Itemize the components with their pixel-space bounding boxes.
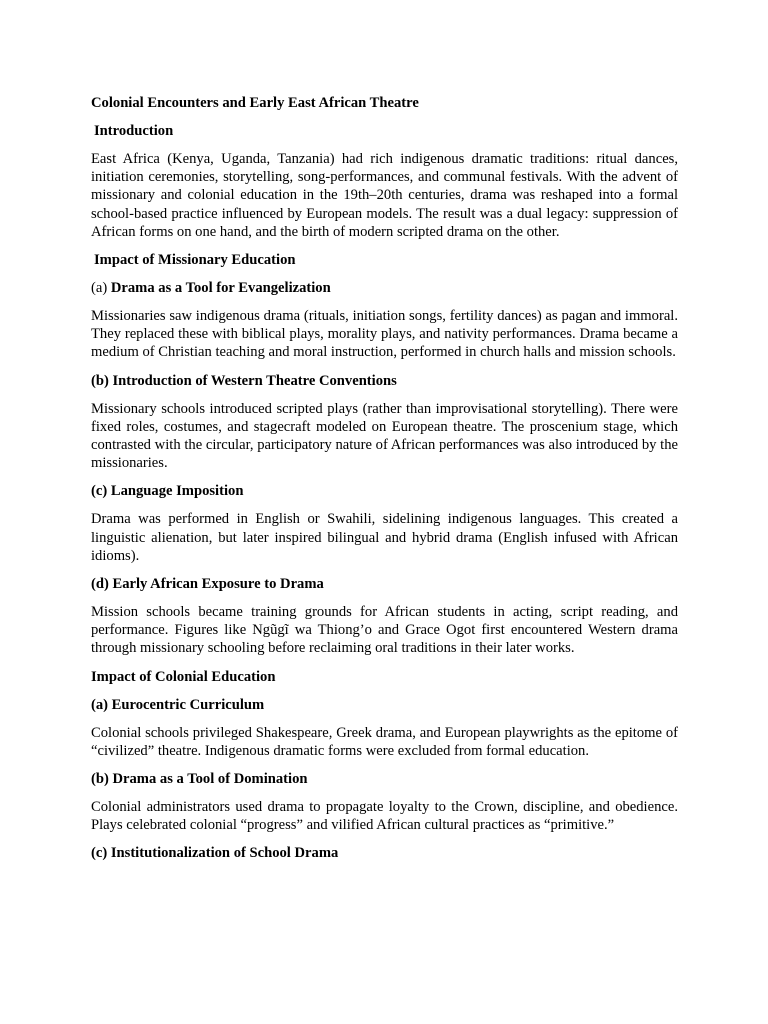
missionary-paragraph-d: Mission schools became training grounds for African students in acting, script reading, and performance. Figures like Ngũgĩ wa Thiong’o and Grace Ogot first encountered Western drama through missionary schooling before reclaiming oral traditions in their later works.: [91, 604, 678, 657]
subheading-a-title: Drama as a Tool for Evangelization: [110, 280, 331, 297]
document-title: Colonial Encounters and Early East African Theatre: [91, 95, 419, 111]
introduction-paragraph: East Africa (Kenya, Uganda, Tanzania) had rich indigenous dramatic traditions: ritual dances, initiation ceremonies, storytelling, song-performances, and communal festivals. With the advent of missionary and colonial education in the 19th–20th centuries, drama was reshaped into a formal school-based practice influenced by European models. The result was a dual legacy: suppression of African forms on one hand, and the birth of modern scripted drama on the other.: [91, 151, 678, 240]
colonial-subheading-b: (b) Drama as a Tool of Domination: [91, 771, 308, 788]
missionary-subheading-b: (b) Introduction of Western Theatre Conventions: [91, 372, 397, 389]
colonial-subheading-c: (c) Institutionalization of School Drama: [91, 845, 339, 862]
missionary-paragraph-b: Missionary schools introduced scripted plays (rather than improvisational storytelling). There were fixed roles, costumes, and stagecraft modeled on European theatre. The proscenium stage, which contrasted with the circular, participatory nature of African performances was also introduced by the missionaries.: [91, 400, 678, 472]
missionary-section-heading: Impact of Missionary Education: [94, 252, 296, 269]
missionary-subheading-c: (c) Language Imposition: [91, 483, 244, 500]
colonial-subheading-a: (a) Eurocentric Curriculum: [91, 696, 265, 713]
missionary-subheading-a: [91, 279, 678, 297]
missionary-paragraph-a: Missionaries saw indigenous drama (rituals, initiation songs, fertility dances) as pagan and immoral. They replaced these with biblical plays, morality plays, and nativity performances. Drama became a medium of Christian teaching and moral instruction, performed in church halls and mission schools.: [91, 308, 678, 361]
missionary-subheading-d: (d) Early African Exposure to Drama: [91, 576, 324, 593]
introduction-heading: Introduction: [94, 123, 174, 139]
subheading-a-prefix: (a): [91, 280, 111, 297]
colonial-paragraph-b: Colonial administrators used drama to propagate loyalty to the Crown, discipline, and obedience. Plays celebrated colonial “progress” and vilified African cultural practices as “primitive.”: [91, 799, 678, 834]
colonial-section-heading: Impact of Colonial Education: [91, 668, 276, 685]
colonial-paragraph-a: Colonial schools privileged Shakespeare, Greek drama, and European playwrights as the epitome of “civilized” theatre. Indigenous dramatic forms were excluded from formal education.: [91, 724, 678, 759]
missionary-paragraph-c: Drama was performed in English or Swahili, sidelining indigenous languages. This created a linguistic alienation, but later inspired bilingual and hybrid drama (English infused with African idioms).: [91, 511, 678, 564]
